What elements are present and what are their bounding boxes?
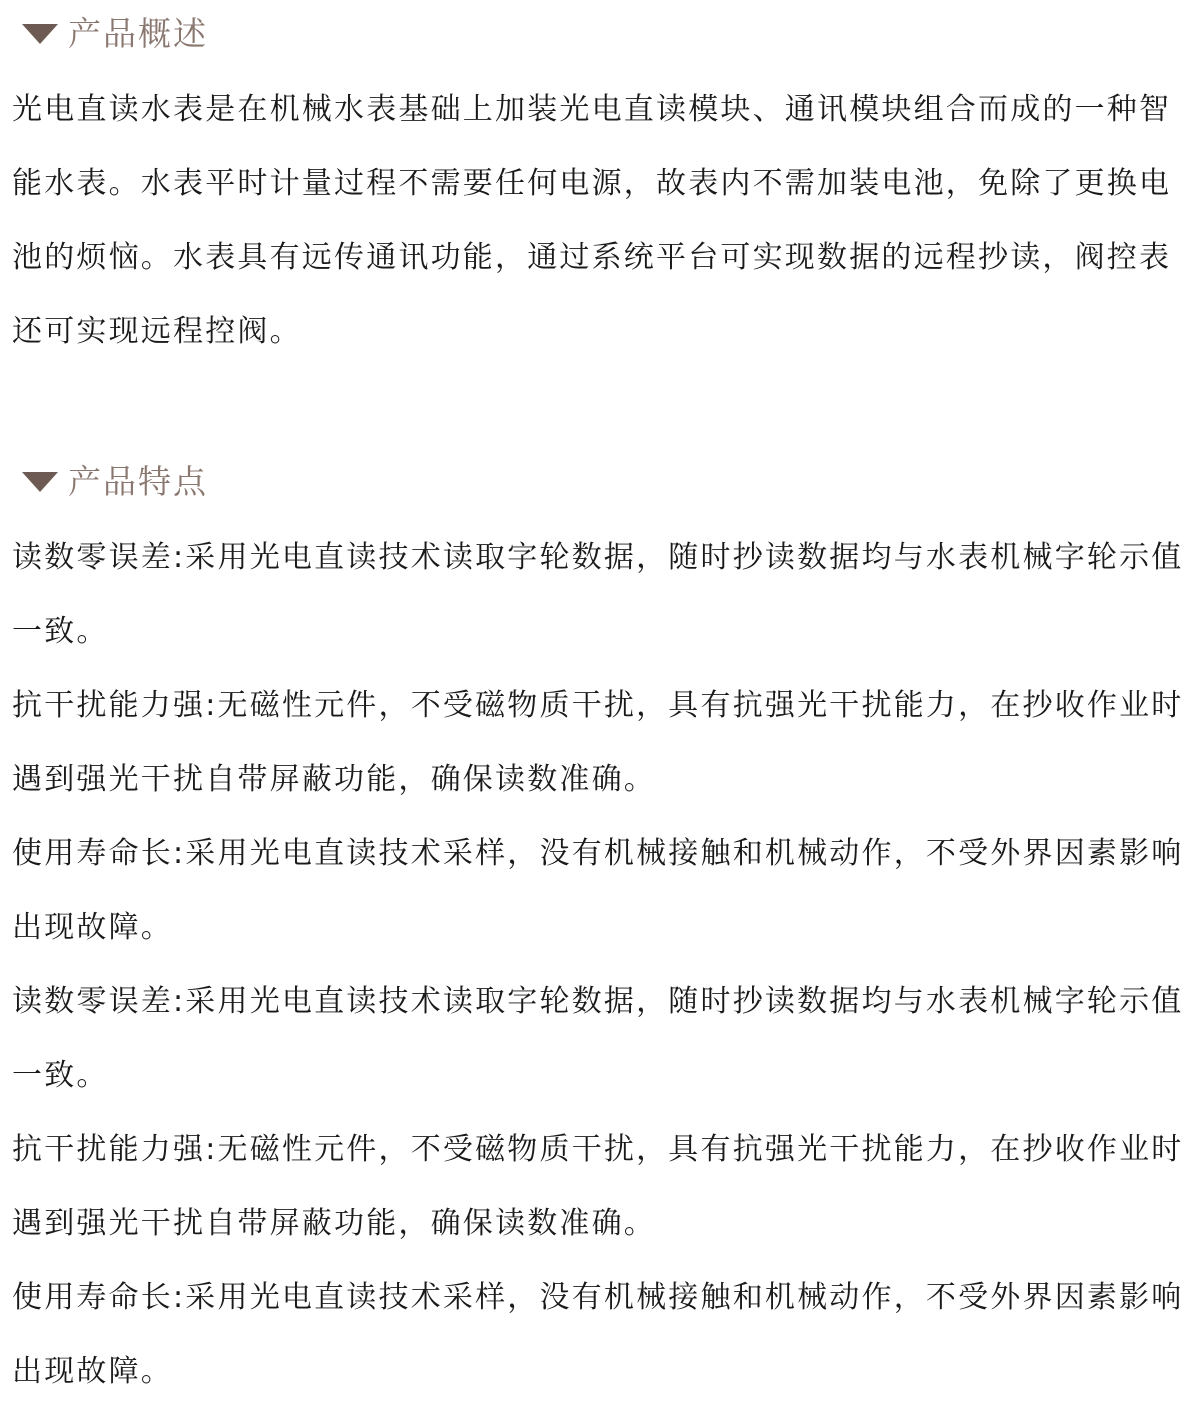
- overview-header: [22, 10, 208, 58]
- overview-line: 能水表。水表平时计量过程不需要任何电源，故表内不需加装电池，免除了更换电: [12, 166, 1172, 201]
- feature-line: 读数零误差:采用光电直读技术读取字轮数据，随时抄读数据均与水表机械字轮示值: [12, 540, 1184, 575]
- feature-line: 遇到强光干扰自带屏蔽功能，确保读数准确。: [12, 762, 656, 797]
- feature-line: 使用寿命长:采用光电直读技术采样，没有机械接触和机械动作，不受外界因素影响: [12, 836, 1184, 871]
- overview-line: 还可实现远程控阀。: [12, 314, 302, 349]
- feature-line: 遇到强光干扰自带屏蔽功能，确保读数准确。: [12, 1206, 656, 1241]
- triangle-down-icon: [22, 472, 58, 492]
- feature-line: 读数零误差:采用光电直读技术读取字轮数据，随时抄读数据均与水表机械字轮示值: [12, 984, 1184, 1019]
- feature-line: 出现故障。: [12, 910, 173, 945]
- features-paragraph: [12, 521, 1194, 1409]
- features-title: 产品特点: [68, 462, 208, 501]
- feature-line: 抗干扰能力强:无磁性元件，不受磁物质干扰，具有抗强光干扰能力，在抄收作业时: [12, 1132, 1184, 1167]
- feature-line: 一致。: [12, 614, 109, 649]
- feature-line: 使用寿命长:采用光电直读技术采样，没有机械接触和机械动作，不受外界因素影响: [12, 1280, 1184, 1315]
- overview-line: 池的烦恼。水表具有远传通讯功能，通过系统平台可实现数据的远程抄读，阀控表: [12, 240, 1172, 275]
- overview-line: 光电直读水表是在机械水表基础上加装光电直读模块、通讯模块组合而成的一种智: [12, 92, 1172, 127]
- overview-paragraph: [12, 73, 1194, 369]
- feature-line: 一致。: [12, 1058, 109, 1093]
- features-header: [22, 458, 208, 506]
- feature-line: 抗干扰能力强:无磁性元件，不受磁物质干扰，具有抗强光干扰能力，在抄收作业时: [12, 688, 1184, 723]
- triangle-down-icon: [22, 24, 58, 44]
- overview-title: 产品概述: [68, 14, 208, 53]
- feature-line: 出现故障。: [12, 1354, 173, 1389]
